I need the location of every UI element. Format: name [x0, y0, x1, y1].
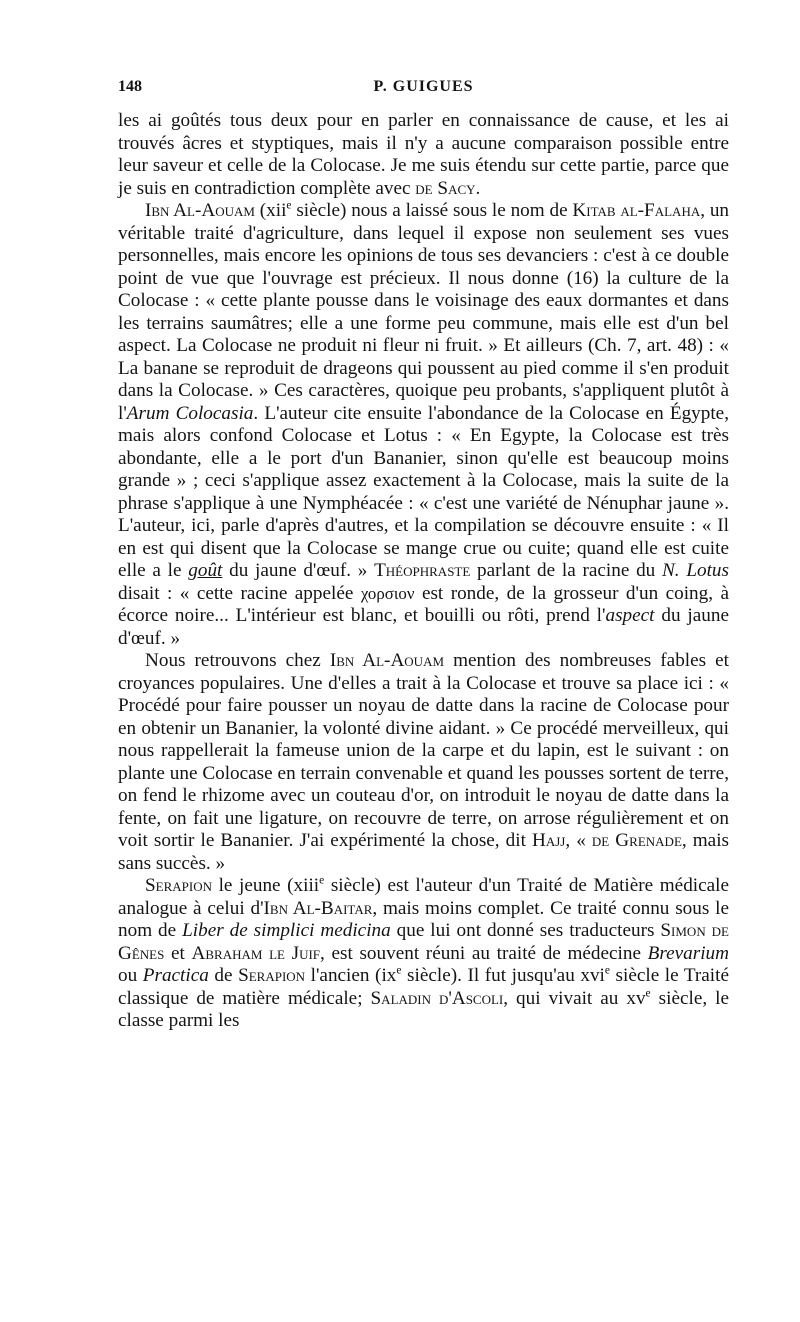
text-run: est ronde, de la grosseur d'un coing, à écorce noire... L'intérieur est blanc, et bouilli ou rôti, prend l' [118, 582, 729, 626]
text-run: l'ancien (ix [305, 965, 397, 986]
italic-text: Practica [142, 965, 209, 986]
text-run: disait : « cette racine appelée [118, 582, 361, 604]
superscript: e [604, 964, 610, 977]
text-run: . [475, 177, 481, 199]
paragraph [118, 110, 729, 200]
superscript: e [645, 987, 651, 1000]
superscript: e [319, 874, 325, 887]
small-caps-name: Kitab al-Falaha [572, 200, 701, 221]
text-run: et [164, 942, 192, 964]
text-run: siècle). Il fut jusqu'au xvi [401, 965, 605, 986]
small-caps-name: Serapion [145, 875, 213, 896]
small-caps-name: de Grenade [591, 830, 682, 851]
small-caps-name: Serapion [238, 965, 306, 986]
body-text [118, 110, 729, 1033]
text-run: siècle, le classe parmi les [118, 987, 729, 1031]
text-run: siècle) est l'auteur d'un Traité de Matière médicale analogue à celui d' [118, 875, 730, 919]
greek-word: χορσιον [360, 583, 415, 603]
paragraph [118, 650, 729, 875]
italic-text: Brevarium [647, 942, 729, 964]
text-run: de [208, 965, 239, 986]
small-caps-name: Simon de Gênes [118, 920, 729, 964]
text-run: Nous retrouvons chez [145, 650, 330, 671]
text-run: , mais sans succès. » [118, 830, 729, 874]
text-run: parlant de la racine du [470, 560, 662, 581]
small-caps-name: Ibn Al-Aouam [329, 650, 445, 671]
superscript: e [286, 199, 292, 212]
text-run: le jeune (xiii [212, 875, 320, 896]
italic-text: N. Lotus [662, 560, 729, 581]
text-run: , mais moins complet. Ce traité connu sous le nom de [118, 897, 729, 941]
paragraph [118, 875, 729, 1033]
text-run: siècle) nous a laissé sous le nom de [291, 200, 573, 221]
small-caps-name: Ibn Al-Aouam [145, 200, 255, 221]
text-run: (xii [254, 200, 287, 221]
italic-underlined-text: goût [188, 560, 223, 581]
text-run: du jaune d'œuf. » [118, 605, 729, 649]
text-run: les ai goûtés tous deux pour en parler en connaissance de cause, et les ai trouvés âcres et styptiques, mais il n'y a aucune comparaison possible entre leur saveur et celle de la Colocase. Je me suis étendu sur cette partie, parce que je suis en contradiction complète avec [118, 110, 729, 199]
superscript: e [396, 964, 402, 977]
text-run: . L'auteur cite ensuite l'abondance de la Colocase en Égypte, mais alors confond Colocase et Lotus : « En Egypte, la Colocase est très abondante, elle a le port d'un Bananier, sinon qu'elle est beaucoup moins grande » ; ceci s'applique assez exactement à la Colocase, mais la suite de la phrase s'applique à une Nymphéacée : « c'est une variété de Nénuphar jaune ». L'auteur, ici, parle d'après d'autres, et la compilation se découvre ensuite : « Il en est qui disent que la Colocase se mange crue ou cuite; quand elle est cuite elle a le [118, 402, 729, 581]
small-caps-name: Abraham le Juif [191, 942, 321, 964]
italic-text: Arum Colocasia [126, 402, 254, 424]
running-head: P. GUIGUES [373, 78, 474, 95]
small-caps-name: Théophraste [374, 560, 471, 581]
text-run: que lui ont donné ses traducteurs [390, 920, 661, 941]
small-caps-name: Ibn Al-Baitar [263, 897, 373, 919]
page-header [118, 78, 729, 102]
text-run: , un véritable traité d'agriculture, dans lequel il expose non seulement ses vues personnelles, mais encore les opinions de tous ses devanciers : c'est à ce double point de vue que l'ouvrage est précieux. Il nous donne (16) la culture de la Colocase : « cette plante pousse dans le voisinage des eaux dormantes et dans les terrains saumâtres; elle a une forme peu commune, mais elle est d'un bel aspect. La Colocase ne produit ni fleur ni fruit. » Et ailleurs (Ch. 7, art. 48) : « La banane se reproduit de drageons qui poussent au pied comme il s'en produit dans la Colocase. » Ces caractères, quoique peu probants, s'appliquent plutôt à l' [118, 200, 730, 424]
text-run: mention des nombreuses fables et croyances populaires. Une d'elles a trait à la Colocase et trouve sa place ici : « Procédé pour faire pousser un noyau de datte dans la racine de Colocase pour en obtenir un Bananier, la volonté divine aidant. » Ce procédé merveilleux, qui nous rappellerait la fameuse union de la carpe et du lapin, est le suivant : on plante une Colocase en terrain convenable et quand les pousses sortent de terre, on fend le rhizome avec un couteau d'or, on introduit le noyau de datte dans la fente, on fait une ligature, on recouvre de terre, on arrose régulièrement et on voit sortir le Bananier. J'ai expérimenté la chose, dit [118, 650, 729, 851]
page-number: 148 [118, 78, 142, 95]
small-caps-name: de Sacy [415, 177, 476, 199]
text-run: siècle le Traité classique de matière médicale; [118, 965, 729, 1009]
text-run: , « [565, 830, 592, 851]
italic-text: Liber de simplici medicina [182, 920, 391, 941]
text-run: , qui vivait au xv [503, 987, 646, 1009]
text-run: , est souvent réuni au traité de médecine [320, 942, 648, 964]
text-run: ou [118, 965, 143, 986]
text-run: du jaune d'œuf. » [222, 560, 375, 581]
paragraph [118, 200, 729, 650]
italic-text: aspect [605, 605, 655, 626]
small-caps-name: Saladin d'Ascoli [370, 987, 504, 1009]
small-caps-name: Hajj [532, 830, 566, 851]
